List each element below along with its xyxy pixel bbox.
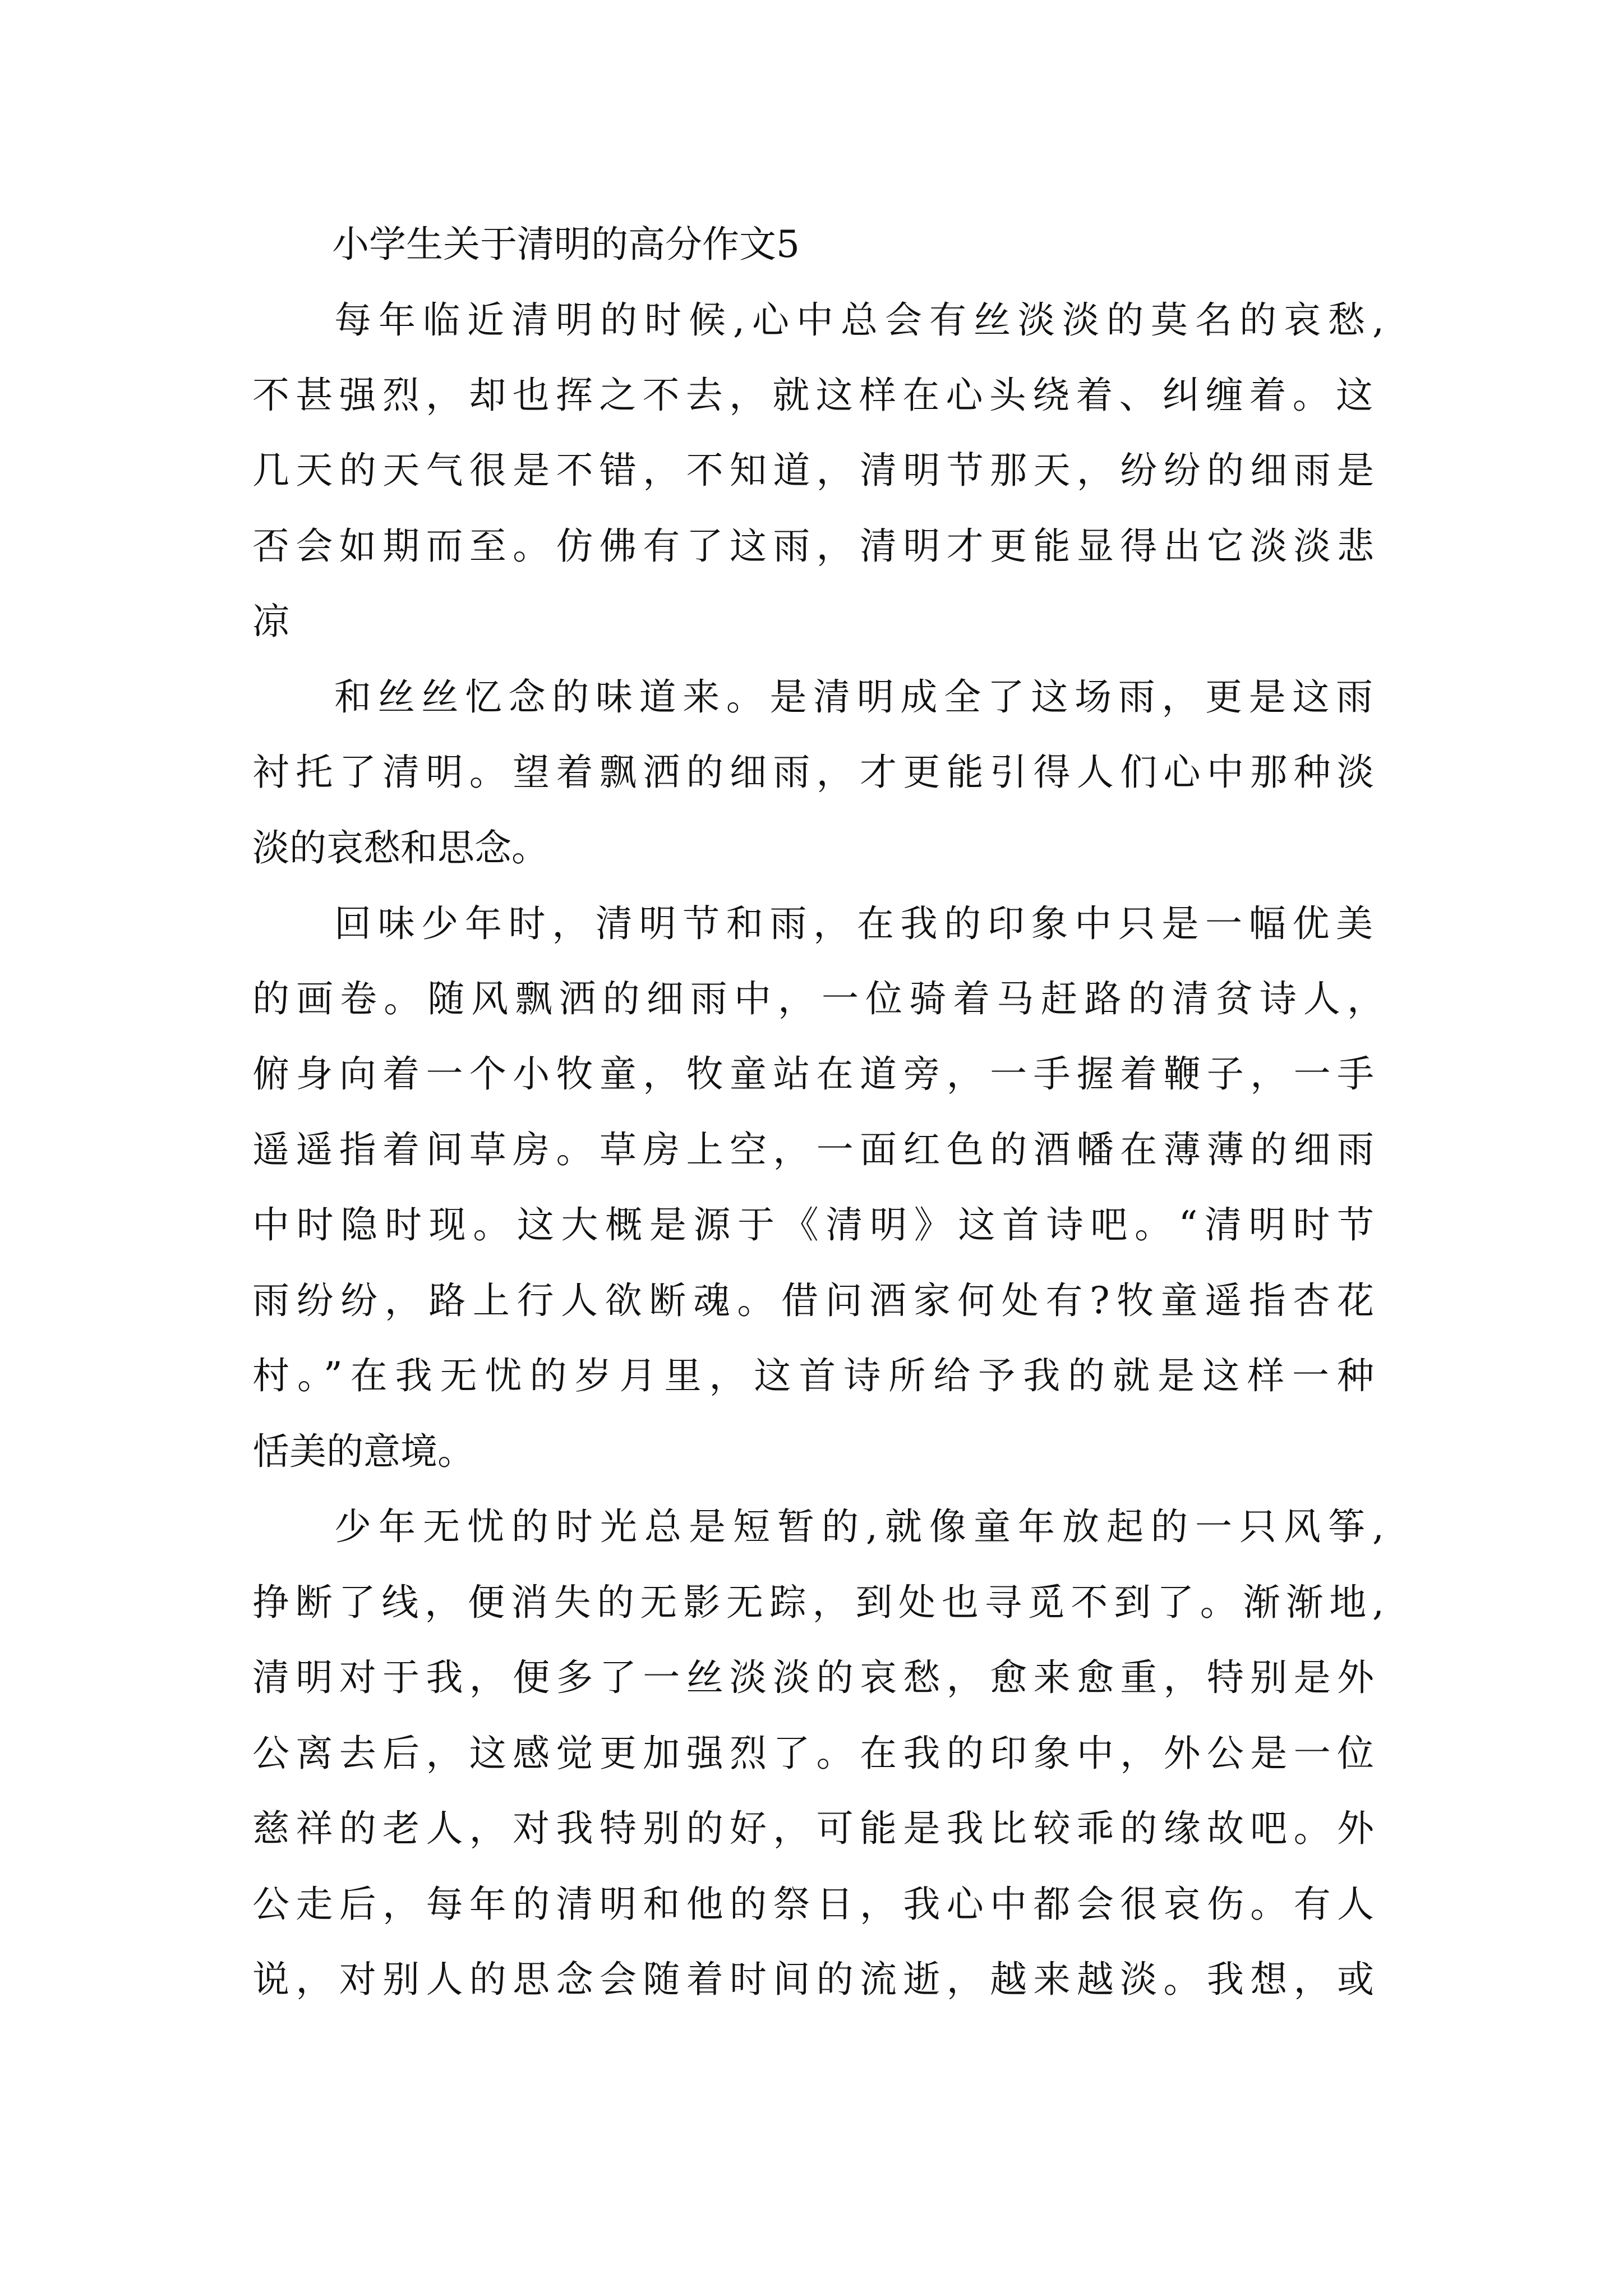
paragraph-line: 几天的天气很是不错，不知道，清明节那天，纷纷的细雨是 — [252, 449, 1374, 492]
paragraph-line: 挣断了线，便消失的无影无踪，到处也寻觅不到了。渐渐地, — [252, 1581, 1384, 1624]
paragraph-line: 不甚强烈，却也挥之不去，就这样在心头绕着、纠缠着。这 — [252, 374, 1373, 417]
paragraph-line: 清明对于我，便多了一丝淡淡的哀愁，愈来愈重，特别是外 — [252, 1656, 1374, 1699]
paragraph-line: 公走后，每年的清明和他的祭日，我心中都会很哀伤。有人 — [252, 1883, 1374, 1926]
paragraph-line: 衬托了清明。望着飘洒的细雨，才更能引得人们心中那种淡 — [252, 751, 1374, 794]
paragraph-line: 说，对别人的思念会随着时间的流逝，越来越淡。我想，或 — [252, 1958, 1374, 2001]
paragraph-line: 凉 — [252, 600, 289, 643]
paragraph-line: 每年临近清明的时候,心中总会有丝淡淡的莫名的哀愁, — [334, 298, 1384, 342]
paragraph-line: 公离去后，这感觉更加强烈了。在我的印象中，外公是一位 — [252, 1732, 1374, 1775]
paragraph-line: 遥遥指着间草房。草房上空，一面红色的酒幡在薄薄的细雨 — [252, 1128, 1374, 1171]
paragraph-line: 淡的哀愁和思念。 — [252, 826, 548, 869]
paragraph-line: 恬美的意境。 — [252, 1430, 474, 1473]
paragraph-line: 否会如期而至。仿佛有了这雨，清明才更能显得出它淡淡悲 — [252, 524, 1374, 568]
paragraph-line: 村。”在我无忧的岁月里，这首诗所给予我的就是这样一种 — [252, 1354, 1374, 1397]
paragraph-line: 少年无忧的时光总是短暂的,就像童年放起的一只风筝, — [334, 1505, 1384, 1548]
paragraph-line: 俯身向着一个小牧童，牧童站在道旁，一手握着鞭子，一手 — [252, 1052, 1374, 1096]
paragraph-line: 雨纷纷，路上行人欲断魂。借问酒家何处有?牧童遥指杏花 — [252, 1279, 1374, 1322]
paragraph-line: 中时隐时现。这大概是源于《清明》这首诗吧。“清明时节 — [252, 1203, 1374, 1246]
paragraph-line: 慈祥的老人，对我特别的好，可能是我比较乖的缘故吧。外 — [252, 1807, 1374, 1850]
paragraph-line: 和丝丝忆念的味道来。是清明成全了这场雨，更是这雨 — [334, 675, 1373, 719]
paragraph-line: 回味少年时，清明节和雨，在我的印象中只是一幅优美 — [334, 902, 1373, 945]
document-title: 小学生关于清明的高分作文5 — [332, 223, 800, 266]
paragraph-line: 的画卷。随风飘洒的细雨中，一位骑着马赶路的清贫诗人， — [252, 977, 1384, 1020]
